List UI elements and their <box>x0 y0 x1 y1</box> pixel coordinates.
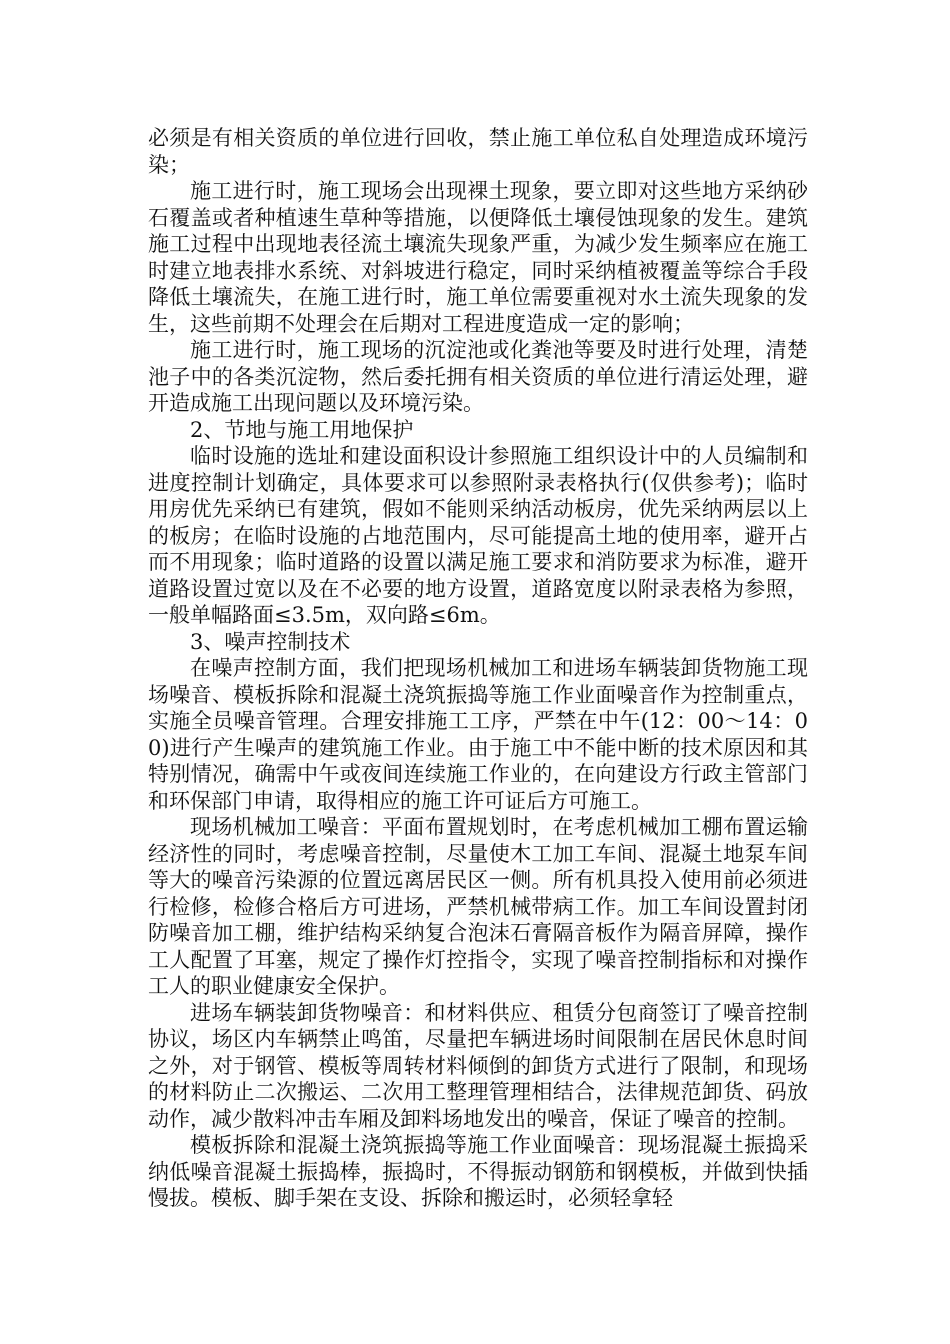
paragraph-continuation: 必须是有相关资质的单位进行回收，禁止施工单位私自处理造成环境污染； <box>148 126 808 177</box>
paragraph-noise-overview: 在噪声控制方面，我们把现场机械加工和进场车辆装卸货物施工现场噪音、模板拆除和混凝土浇筑振捣等施工作业面噪音作为控制重点，实施全员噪音管理。合理安排施工工序，严禁在中午(12：00～14：00)进行产生噪声的建筑施工作业。由于施工中不能中断的技术原因和其特别情况，确需中午或夜间连续施工作业的，在向建设方行政主管部门和环保部门申请，取得相应的施工许可证后方可施工。 <box>148 656 808 813</box>
paragraph-vehicle-noise: 进场车辆装卸货物噪音：和材料供应、租赁分包商签订了噪音控制协议，场区内车辆禁止鸣笛，尽量把车辆进场时间限制在居民休息时间之外，对于钢管、模板等周转材料倾倒的卸货方式进行了限制，和现场的材料防止二次搬运、二次用工整理管理相结合，法律规范卸货、码放动作，减少散料冲击车厢及卸料场地发出的噪音，保证了噪音的控制。 <box>148 1000 808 1131</box>
paragraph-formwork-noise: 模板拆除和混凝土浇筑振捣等施工作业面噪音：现场混凝土振捣采纳低噪音混凝土振捣棒，振捣时，不得振动钢筋和钢模板，并做到快插慢拔。模板、脚手架在支设、拆除和搬运时，必须轻拿轻 <box>148 1133 808 1210</box>
paragraph-machine-noise: 现场机械加工噪音：平面布置规划时，在考虑机械加工棚布置运输经济性的同时，考虑噪音控制，尽量使木工加工车间、混凝土地泵车间等大的噪音污染源的位置远离居民区一侧。所有机具投入使用前必须进行检修，检修合格后方可进场，严禁机械带病工作。加工车间设置封闭防噪音加工棚，维护结构采纳复合泡沫石膏隔音板作为隔音屏障，操作工人配置了耳塞，规定了操作灯控指令，实现了噪音控制指标和对操作工人的职业健康安全保护。 <box>148 815 808 998</box>
document-page <box>148 125 808 1212</box>
section-heading-land-saving: 2、节地与施工用地保护 <box>190 417 414 442</box>
section-heading-noise-control: 3、噪声控制技术 <box>190 629 351 654</box>
paragraph-sedimentation-tank: 施工进行时，施工现场的沉淀池或化粪池等要及时进行处理，清楚池子中的各类沉淀物，然后委托拥有相关资质的单位进行清运处理，避开造成施工出现问题以及环境污染。 <box>148 338 808 415</box>
paragraph-bare-soil: 施工进行时，施工现场会出现裸土现象，要立即对这些地方采纳砂石覆盖或者种植速生草种等措施，以便降低土壤侵蚀现象的发生。建筑施工过程中出现地表径流土壤流失现象严重，为减少发生频率应在施工时建立地表排水系统、对斜坡进行稳定，同时采纳植被覆盖等综合手段降低土壤流失，在施工进行时，施工单位需要重视对水土流失现象的发生，这些前期不处理会在后期对工程进度造成一定的影响； <box>148 179 808 336</box>
paragraph-temporary-facilities: 临时设施的选址和建设面积设计参照施工组织设计中的人员编制和进度控制计划确定，具体要求可以参照附录表格执行(仅供参考)；临时用房优先采纳已有建筑，假如不能则采纳活动板房，优先采纳两层以上的板房；在临时设施的占地范围内，尽可能提高土地的使用率，避开占而不用现象；临时道路的设置以满足施工要求和消防要求为标准，避开道路设置过宽以及在不必要的地方设置，道路宽度以附录表格为参照，一般单幅路面≤3.5m，双向路≤6m。 <box>148 444 808 627</box>
